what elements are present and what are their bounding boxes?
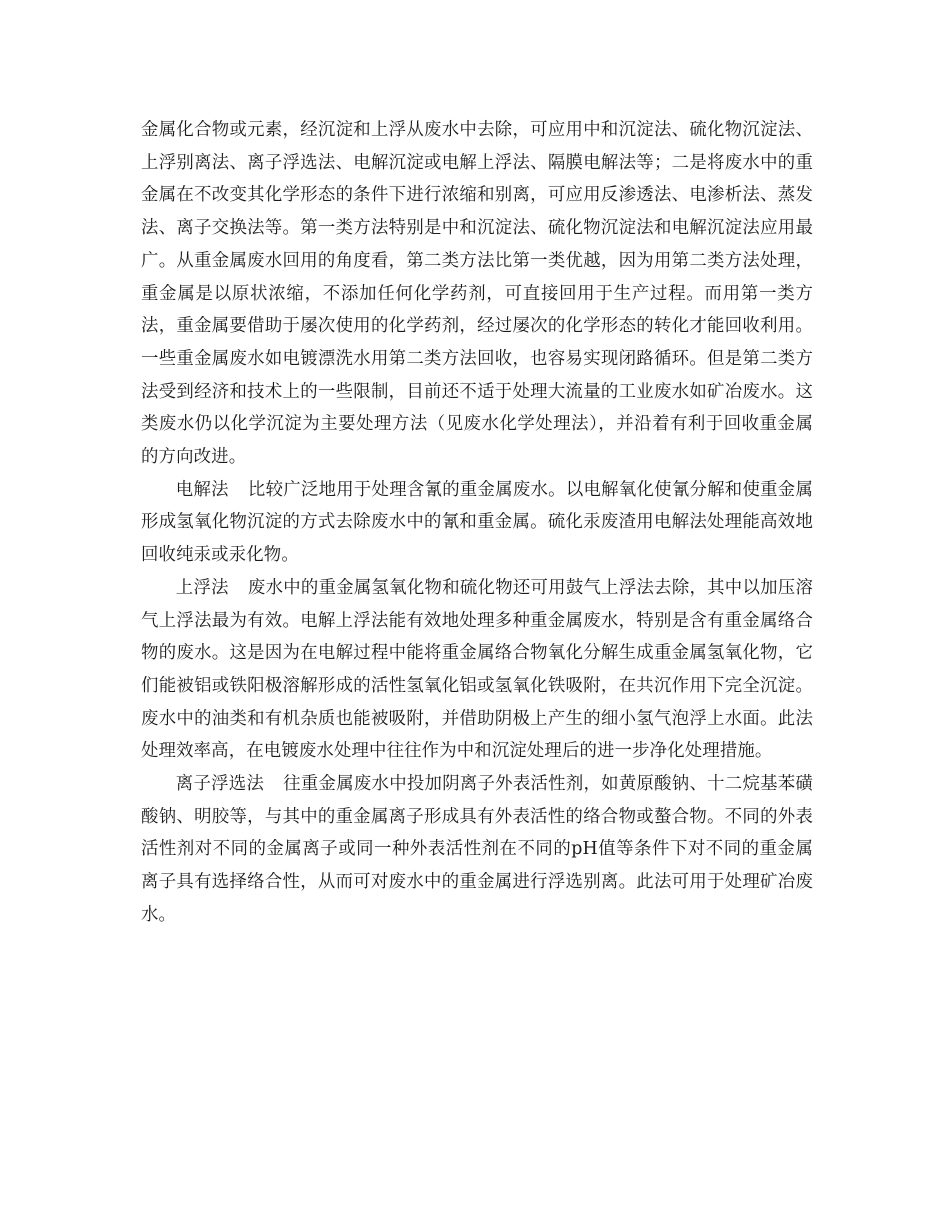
document-body — [141, 114, 813, 932]
paragraph-text: 金属化合物或元素，经沉淀和上浮从废水中去除，可应用中和沉淀法、硫化物沉淀法、上浮别离法、离子浮选法、电解沉淀或电解上浮法、隔膜电解法等；二是将废水中的重金属在不改变其化学形态的条件下进行浓缩和别离，可应用反渗透法、电渗析法、蒸发法、离子交换法等。第一类方法特别是中和沉淀法、硫化物沉淀法和电解沉淀法应用最广。从重金属废水回用的角度看，第二类方法比第一类优越，因为用第二类方法处理，重金属是以原状浓缩，不添加任何化学药剂，可直接回用于生产过程。而用第一类方法，重金属要借助于屡次使用的化学药剂，经过屡次的化学形态的转化才能回收利用。一些重金属废水如电镀漂洗水用第二类方法回收，也容易实现闭路循环。但是第二类方法受到经济和技术上的一些限制，目前还不适于处理大流量的工业废水如矿冶废水。这类废水仍以化学沉淀为主要处理方法（见废水化学处理法），并沿着有利于回收重金属的方向改进。 — [141, 120, 813, 468]
paragraph-flotation — [141, 572, 813, 768]
paragraph-text: 废水中的重金属氢氧化物和硫化物还可用鼓气上浮法去除，其中以加压溶气上浮法最为有效。电解上浮法能有效地处理多种重金属废水，特别是含有重金属络合物的废水。这是因为在电解过程中能将重金属络合物氧化分解生成重金属氢氧化物，它们能被铝或铁阳极溶解形成的活性氢氧化铝或氢氧化铁吸附，在共沉作用下完全沉淀。废水中的油类和有机杂质也能被吸附，并借助阴极上产生的细小氢气泡浮上水面。此法处理效率高，在电镀废水处理中往往作为中和沉淀处理后的进一步净化处理措施。 — [141, 577, 814, 762]
section-term-flotation: 上浮法 — [175, 577, 229, 598]
paragraph-ion-flotation — [141, 768, 813, 932]
paragraph-electrolysis — [141, 474, 813, 572]
paragraph-text: 比较广泛地用于处理含氰的重金属废水。以电解氧化使氰分解和使重金属形成氢氧化物沉淀的方式去除废水中的氰和重金属。硫化汞废渣用电解法处理能高效地回收纯汞或汞化物。 — [141, 479, 814, 566]
section-term-electrolysis: 电解法 — [175, 479, 229, 500]
section-term-ion-flotation: 离子浮选法 — [175, 774, 265, 795]
paragraph-text: 往重金属废水中投加阴离子外表活性剂，如黄原酸钠、十二烷基苯磺酸钠、明胶等，与其中的重金属离子形成具有外表活性的络合物或螯合物。不同的外表活性剂对不同的金属离子或同一种外表活性剂在不同的pH值等条件下对不同的重金属离子具有选择络合性，从而可对废水中的重金属进行浮选别离。此法可用于处理矿冶废水。 — [141, 774, 813, 925]
paragraph-continuation — [141, 114, 813, 474]
